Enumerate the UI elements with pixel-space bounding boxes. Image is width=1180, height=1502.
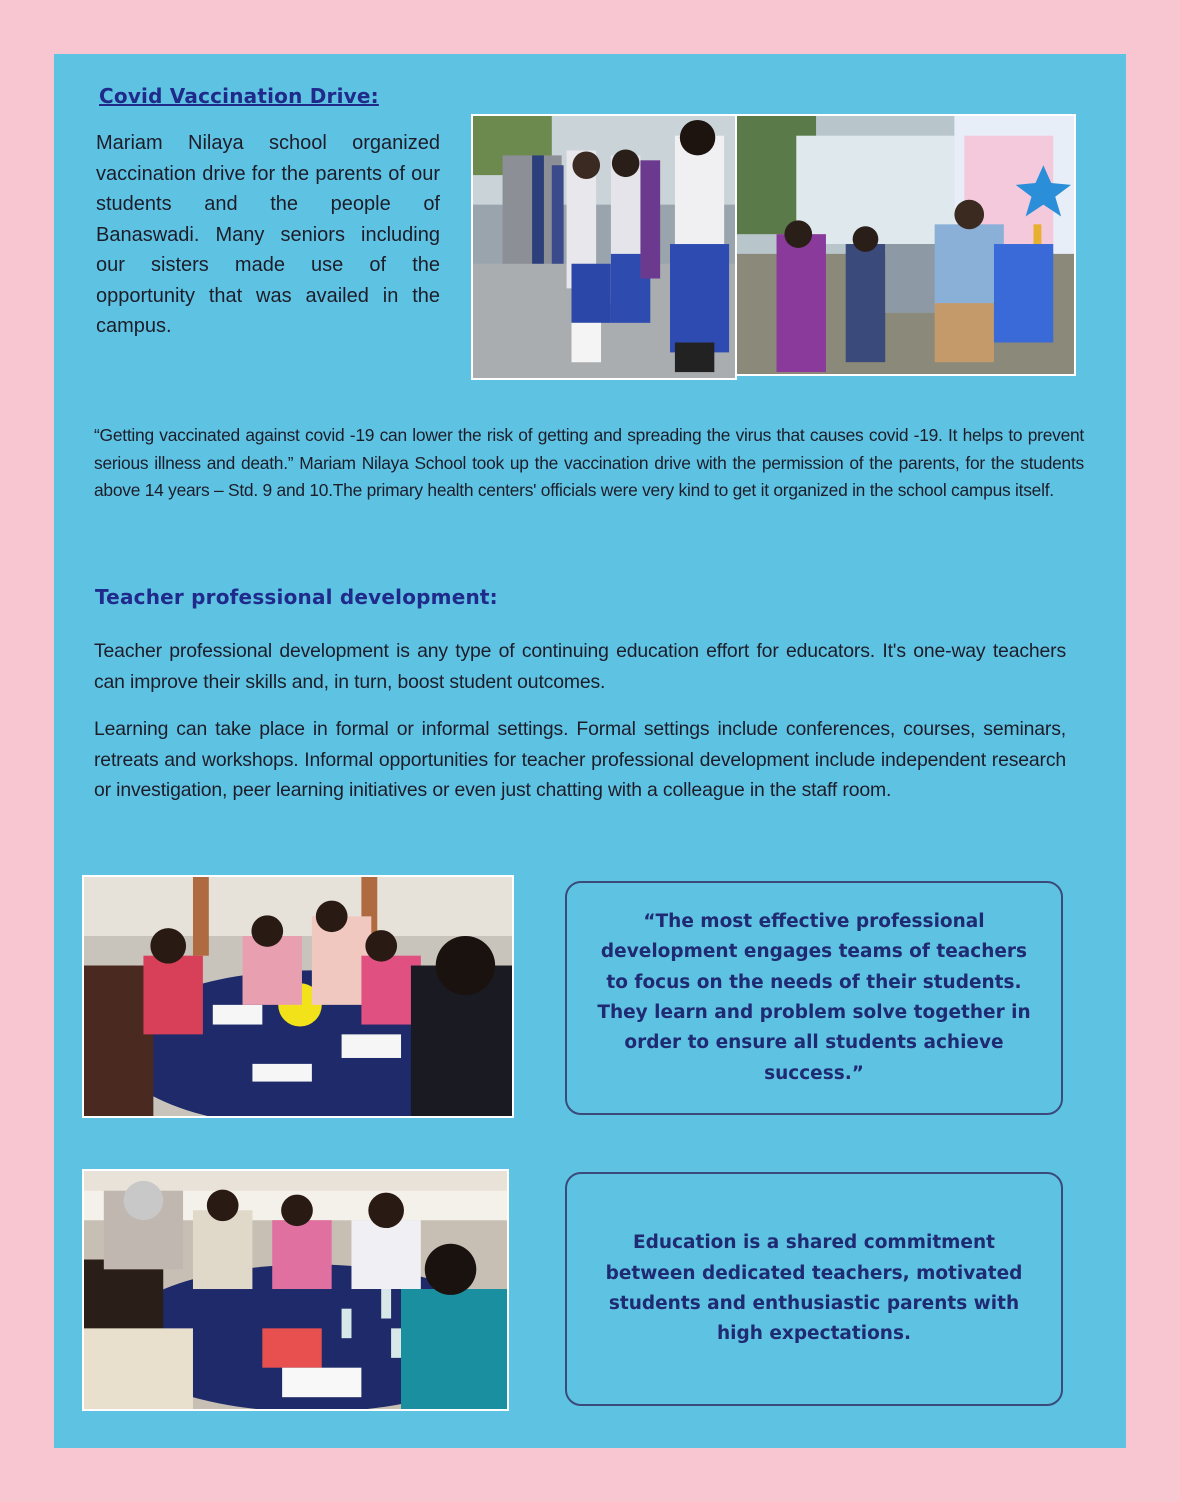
workshop-balloon-photo xyxy=(82,875,514,1118)
students-queue-photo xyxy=(471,114,737,380)
education-callout-text: Education is a shared commitment between dedicated teachers, motivated students and enthusiastic parents with high expectations. xyxy=(605,1232,1023,1345)
quote-callout-text: “The most effective professional development engages teams of teachers to focus on the needs of their students. They learn and problem solve together in order to ensure all students achieve success.” xyxy=(597,911,1031,1084)
tpd-paragraph-2: Learning can take place in formal or informal settings. Formal settings include conferences, courses, seminars, retreats and workshops. Informal opportunities for teacher professional development include independent research or investigation, peer learning initiatives or even just chatting with a colleague in the staff room. xyxy=(94,718,1066,801)
tpd-heading: Teacher professional development: xyxy=(95,585,498,609)
workshop-writing-photo xyxy=(82,1169,509,1411)
education-callout xyxy=(565,1172,1063,1406)
vaccination-desk-photo xyxy=(735,114,1076,376)
covid-heading: Covid Vaccination Drive: xyxy=(99,84,379,108)
tpd-paragraph-1: Teacher professional development is any type of continuing education effort for educators. It's one-way teachers can improve their skills and, in turn, boost student outcomes. xyxy=(94,640,1066,693)
page-panel xyxy=(54,54,1126,1448)
quote-callout xyxy=(565,881,1063,1115)
covid-body: “Getting vaccinated against covid -19 can lower the risk of getting and spreading the virus that causes covid -19. It helps to prevent serious illness and death.” Mariam Nilaya School took up the vaccination drive with the permission of the parents, for the students above 14 years – Std. 9 and 10.The primary health centers' officials were very kind to get it organized in the school campus itself. xyxy=(94,425,1084,500)
covid-intro: Mariam Nilaya school organized vaccination drive for the parents of our students and the people of Banaswadi. Many seniors including our sisters made use of the opportunity that was availed in the campus. xyxy=(96,132,440,337)
